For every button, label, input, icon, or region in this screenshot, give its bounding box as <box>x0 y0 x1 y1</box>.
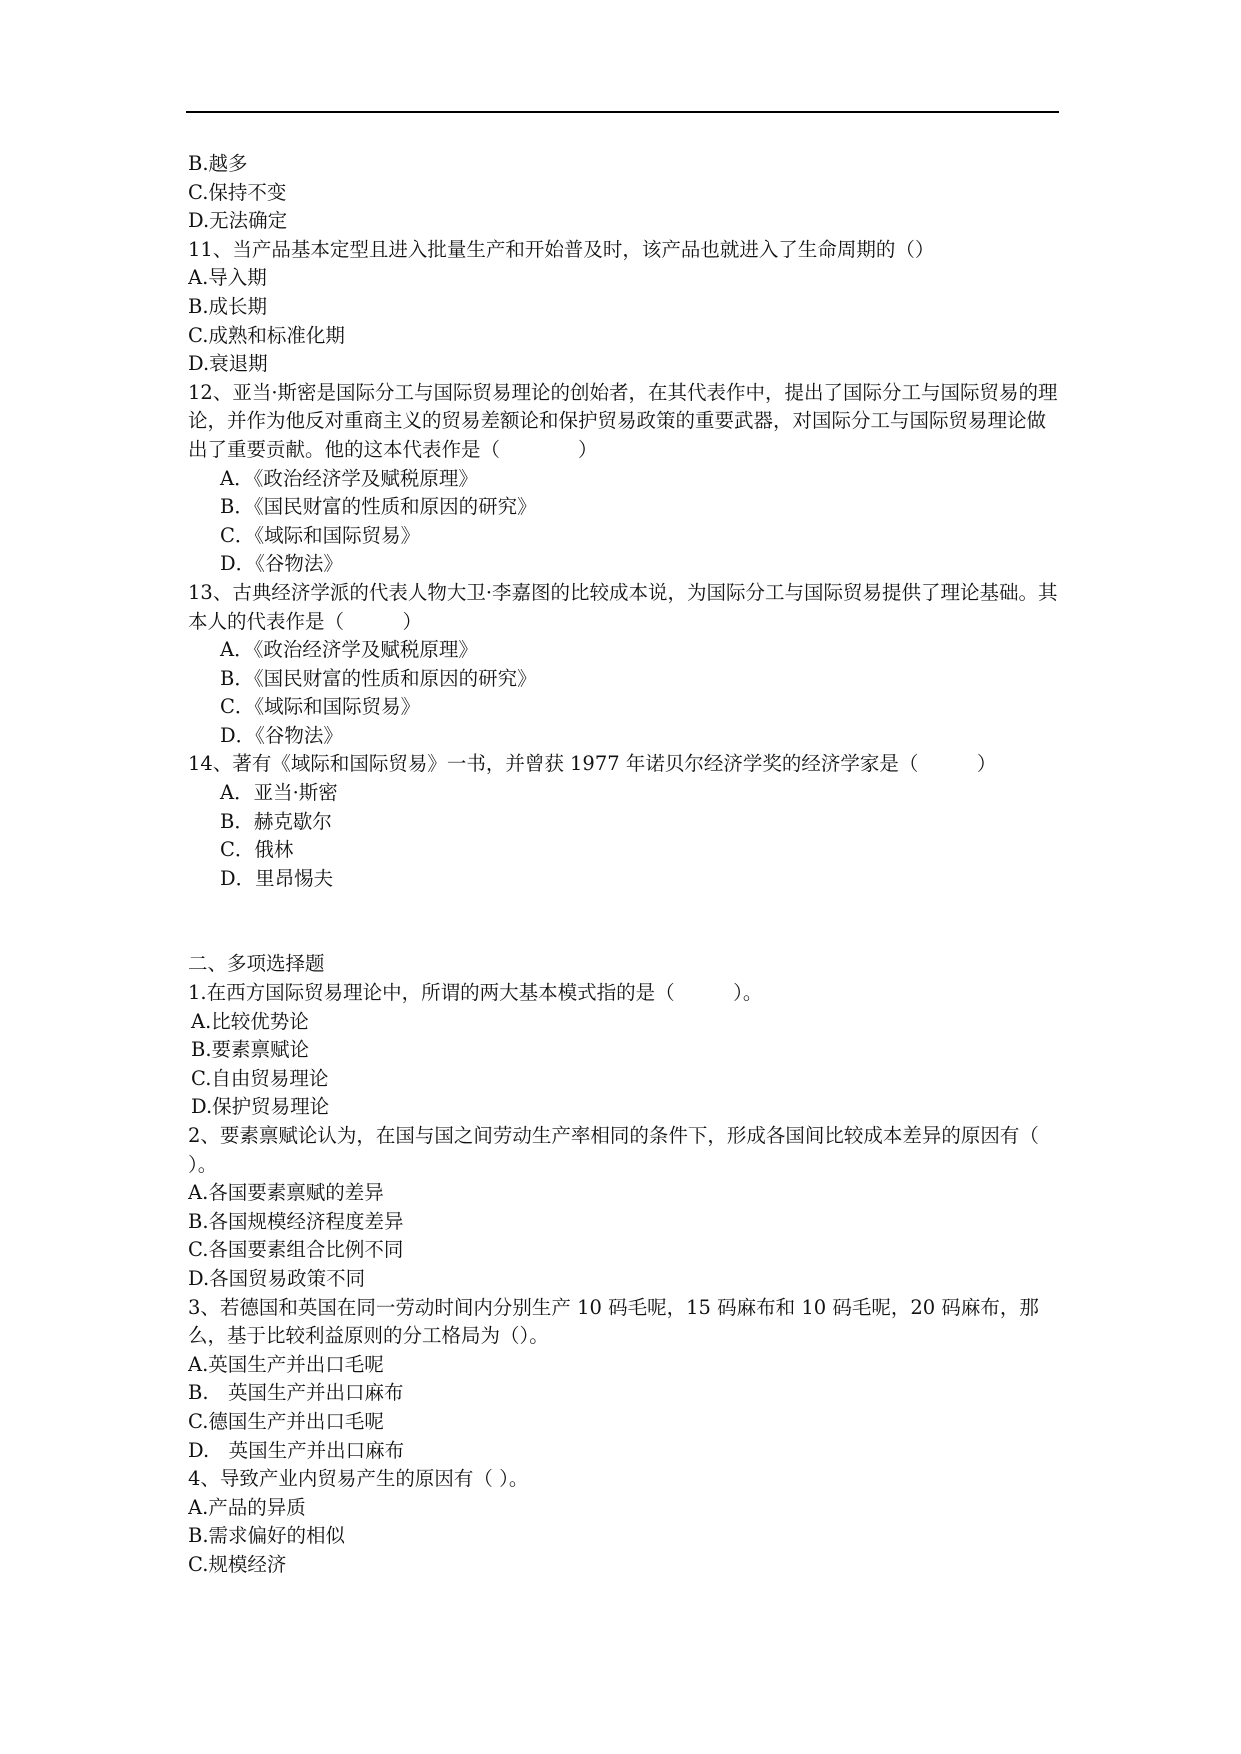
option-line: D.无法确定 <box>188 209 288 233</box>
option-line: B. 英国生产并出口麻布 <box>188 1381 404 1405</box>
multi-question-2-stem: 2、要素禀赋论认为，在国与国之间劳动生产率相同的条件下，形成各国间比较成本差异的原因有（ ）。 <box>188 1124 1039 1176</box>
option-line: D. 英国生产并出口麻布 <box>188 1438 405 1462</box>
option-line: D．《谷物法》 <box>220 723 343 747</box>
document-body <box>188 150 1058 1580</box>
option-line: C.规模经济 <box>188 1552 287 1576</box>
multi-question-4-stem: 4、导致产业内贸易产生的原因有（ ）。 <box>188 1467 529 1491</box>
option-line: C.自由贸易理论 <box>191 1066 329 1090</box>
option-line: A.比较优势论 <box>191 1009 309 1033</box>
option-line: C．《域际和国际贸易》 <box>220 523 421 547</box>
multi-question-1-stem: 1.在西方国际贸易理论中，所谓的两大基本模式指的是（ ）。 <box>188 981 763 1005</box>
option-line: B.各国规模经济程度差异 <box>188 1209 404 1233</box>
question-12-stem: 12、亚当·斯密是国际分工与国际贸易理论的创始者，在其代表作中，提出了国际分工与国际贸易的理论，并作为他反对重商主义的贸易差额论和保护贸易政策的重要武器，对国际分工与国际贸易理论做出了重要贡献。他的这本代表作是（ ） <box>188 380 1058 461</box>
question-11-stem: 11、当产品基本定型且进入批量生产和开始普及时，该产品也就进入了生命周期的（） <box>188 237 935 261</box>
option-line: C.成熟和标准化期 <box>188 323 345 347</box>
option-line: B.越多 <box>188 152 248 175</box>
question-14-stem: 14、著有《域际和国际贸易》一书，并曾获 1977 年诺贝尔经济学奖的经济学家是（ ） <box>188 752 997 776</box>
option-line: B.成长期 <box>188 294 268 318</box>
option-line: C.德国生产并出口毛呢 <box>188 1409 384 1433</box>
option-line: B.需求偏好的相似 <box>188 1524 346 1548</box>
option-line: D.保护贸易理论 <box>191 1095 330 1119</box>
section-gap <box>188 893 1058 950</box>
option-line: A．《政治经济学及赋税原理》 <box>220 466 478 490</box>
option-line: C．《域际和国际贸易》 <box>220 695 421 719</box>
option-line: D.衰退期 <box>188 352 268 376</box>
multi-question-3-stem: 3、若德国和英国在同一劳动时间内分别生产 10 码毛呢，15 码麻布和 10 码毛呢，20 码麻布，那么，基于比较利益原则的分工格局为（）。 <box>188 1295 1039 1348</box>
option-line: A．《政治经济学及赋税原理》 <box>220 638 478 662</box>
option-line: C.保持不变 <box>188 180 287 204</box>
option-line: A.各国要素禀赋的差异 <box>188 1181 384 1205</box>
option-line: B．《国民财富的性质和原因的研究》 <box>220 666 537 690</box>
option-line: C．俄林 <box>220 838 294 862</box>
option-line: D．里昂惕夫 <box>220 866 334 890</box>
option-line: A.导入期 <box>188 266 267 290</box>
header-rule <box>186 111 1059 113</box>
option-line: B．赫克歇尔 <box>220 809 332 833</box>
option-line: B．《国民财富的性质和原因的研究》 <box>220 495 537 519</box>
section-2-title: 二、多项选择题 <box>188 952 325 976</box>
option-line: A．亚当·斯密 <box>220 781 338 805</box>
option-line: D.各国贸易政策不同 <box>188 1266 366 1290</box>
option-line: A.英国生产并出口毛呢 <box>188 1352 384 1376</box>
option-line: D．《谷物法》 <box>220 552 343 576</box>
option-line: C.各国要素组合比例不同 <box>188 1238 404 1262</box>
option-line: B.要素禀赋论 <box>191 1038 310 1062</box>
question-13-stem: 13、古典经济学派的代表人物大卫·李嘉图的比较成本说，为国际分工与国际贸易提供了理论基础。其本人的代表作是（ ） <box>188 580 1058 633</box>
option-line: A.产品的异质 <box>188 1495 306 1519</box>
